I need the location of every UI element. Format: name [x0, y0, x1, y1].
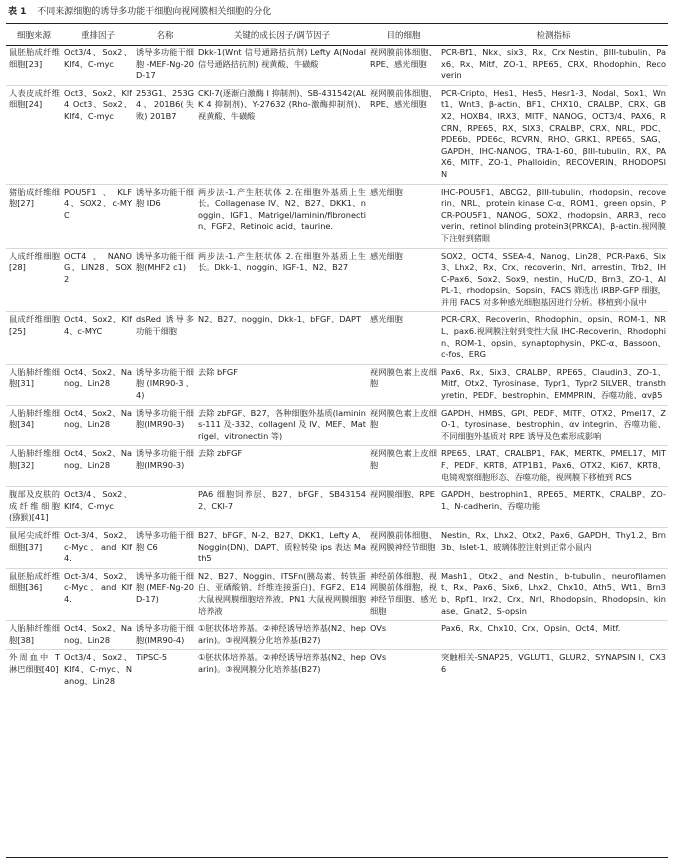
- cell-target: OVs: [370, 652, 387, 663]
- cell-markers: 突触相关-SNAP25、VGLUT1、GLUR2、SYNAPSIN I、CX36: [441, 652, 666, 674]
- cell-source: 人胎肺纤维细胞[31]: [9, 366, 60, 389]
- cell-growth-factors: ①胚状体培养基。②神经诱导培养基(N2、heparin)。③视网膜分化培养基(B27): [198, 652, 366, 674]
- table-row: [6, 568, 668, 620]
- cell-name: 诱导多功能干细胞(MEF-Ng-20D-17): [136, 570, 194, 604]
- cell-factors: Oct3/4、Sox2、Klf4、C-myc: [64, 47, 132, 69]
- cell-growth-factors: 两步法-1.产生胚状体 2.在细胞外基质上生长。Collagenase IV、N2、B27、DKK1、noggin、IGF1、Matrigel/laminin/fibronectin、FGF2、Retinoic acid、taurine.: [198, 186, 366, 232]
- cell-name: 诱导多功能干细胞(IMR90-3): [136, 448, 194, 470]
- header-cell-source: 细胞来源: [16, 30, 51, 41]
- cell-growth-factors: 两步法-1.产生胚状体 2.在细胞外基质上生长。Dkk-1、noggin、IGF-1、N2、B27: [198, 250, 366, 273]
- cell-factors: Oct4、Sox2、Nanog、Lin28: [64, 623, 132, 645]
- table-row: [6, 364, 668, 405]
- cell-markers: SOX2、OCT4、SSEA-4、Nanog、Lin28、PCR-Pax6、Six3、Lhx2、Rx、Crx、recoverin、Nrl、arrestin、Trb2、IHC-Pax6、Sox2、Sox9、nestin、HuC/D、Brn3、ZO-1、AIPL-1、rhodopsin、Sopsin、FACS 筛选出 IRBP-GFP 细胞，并用 FACS 对多种感光细胞基因进行分析。移植到小鼠中: [441, 250, 666, 307]
- table-row: [6, 487, 668, 528]
- cell-growth-factors: N2、B27、noggin、Dkk-1、bFGF、DAPT: [198, 314, 361, 325]
- cell-growth-factors: 去除 bFGF: [198, 366, 238, 377]
- cell-target: 感光细胞: [370, 314, 403, 325]
- table-row: [6, 650, 668, 690]
- cell-name: 诱导多功能干细胞 ID6: [136, 186, 194, 209]
- table-row: [6, 184, 668, 248]
- table-header-row: [6, 24, 668, 45]
- cell-growth-factors: 去除 zbFGF、B27，各种细胞外基质(laminins-111 及-332、collagenI 及 IV、MEF、Matrigel、vitronectin 等): [198, 407, 366, 441]
- cell-target: 视网膜前体细胞、RPE、感光细胞: [370, 87, 437, 110]
- cell-name: 诱导多功能干细胞 C6: [136, 529, 194, 552]
- cell-source: 人成纤维细胞[28]: [9, 250, 60, 273]
- cell-target: OVs: [370, 623, 387, 634]
- cell-target: 视网膜细胞、RPE: [370, 489, 435, 500]
- differentiation-table: [6, 24, 668, 690]
- cell-factors: Oct3、Sox2、Klf4 Oct3、Sox2、Klf4、C-myc: [64, 87, 132, 121]
- table-number: 表 1: [8, 7, 27, 17]
- cell-name: 诱导多功能干细胞(IMR90-3、4): [136, 366, 194, 401]
- cell-target: 视网膜前体细胞、视网膜神经节细胞: [370, 529, 437, 552]
- cell-target: 视网膜色素上皮细胞: [370, 448, 437, 470]
- cell-markers: Pax6、Rx、Chx10、Crx、Opsin、Oct4、Mitf.: [441, 623, 621, 634]
- cell-name: 诱导多功能干细胞(MHF2 c1): [136, 250, 194, 273]
- cell-source: 鼠胚胎成纤维细胞[36]: [9, 570, 60, 593]
- cell-factors: Oct4、Sox2、Nanog、Lin28: [64, 448, 132, 470]
- cell-markers: PCR-Cripto、Hes1、Hes5、Hesr1-3、Nodal、Sox1、Wnt1、Wnt3、β-actin、BF1、CHX10、CRALBP、CRX、GBX2、HOXB4、IRX3、MITF、NANOG、OCT3/4、PAX6、RCRN、RPE65、RX、SIX3、CRALBP、CRX、NRL、PDC、PDE6b、PDE6c、RCVRN、RHO、GRK1、RPE65、SAG、GAPDH、IHC-NANOG、TRA-1-60、βIII-tubulin、RX、PAX6、MITF、ZO-1、Phalloidin、RECOVERIN、RHODOPSIN: [441, 87, 666, 179]
- cell-source: 人胎肺纤维细胞[32]: [9, 448, 60, 470]
- table-row: [6, 446, 668, 487]
- cell-factors: Oct4、Sox2、Klf4、c-MYC: [64, 314, 132, 337]
- table-row: [6, 405, 668, 446]
- cell-growth-factors: 去除 zbFGF: [198, 448, 243, 459]
- cell-growth-factors: N2、B27、Noggin、ITSFn(胰岛素、转铁蛋白、亚硒酸钠、纤维连接蛋白)、FGF2、E14 大鼠视网膜细胞培养液、PN1 大鼠视网膜细胞培养液: [198, 570, 366, 616]
- cell-factors: Oct4、Sox2、Nanog、Lin28: [64, 366, 132, 389]
- cell-source: 腹部及皮肤的成纤维细胞(猕猴)[41]: [9, 489, 60, 523]
- cell-growth-factors: CKI-7(逐渐白激酶 I 抑制剂)、SB-431542(ALK 4 抑制剂)、Y-27632 (Rho-激酶抑制剂)、视黄酸、牛磺酸: [198, 87, 366, 121]
- cell-name: 诱导多功能干细胞-MEF-Ng-20D-17: [136, 47, 194, 81]
- table-body: [6, 45, 668, 690]
- cell-factors: Oct-3/4、Sox2、c-Myc、and Klf4.: [64, 529, 132, 564]
- cell-target: 感光细胞: [370, 186, 403, 197]
- cell-name: 253G1、253G4、201B6(失败) 201B7: [136, 87, 194, 121]
- cell-growth-factors: Dkk-1(Wnt 信号通路拮抗剂) Lefty A(Nodal 信号通路拮抗剂) 视黄酸、牛磺酸: [198, 47, 366, 69]
- cell-name: 诱导多功能干细胞(IMR90-4): [136, 623, 194, 645]
- cell-factors: Oct4、Sox2、Nanog、Lin28: [64, 407, 132, 430]
- cell-target: 视网膜色素上皮细胞: [370, 407, 437, 430]
- cell-name: [134, 487, 196, 528]
- header-cell-factors: 重排因子: [80, 30, 115, 41]
- cell-source: 人表皮成纤维细胞[24]: [9, 87, 60, 110]
- table-row: [6, 248, 668, 312]
- cell-target: 视网膜前体细胞、RPE、感光细胞: [370, 47, 437, 69]
- cell-name: TiPSC-5: [136, 652, 168, 663]
- bottom-rule: [6, 857, 668, 858]
- header-cell-target: 目的细胞: [386, 30, 421, 41]
- cell-source: 鼠胚胎成纤维细胞[23]: [9, 47, 60, 69]
- cell-source: 外周血中 T 淋巴细胞[40]: [9, 652, 60, 674]
- cell-factors: POU5F1、KLF4、SOX2、c-MYC: [64, 186, 132, 220]
- cell-factors: Oct3/4、Sox2、Klf4、C-myc、Nanog、Lin28: [64, 652, 132, 686]
- cell-factors: Oct3/4、Sox2、Klf4、C-myc: [64, 489, 132, 511]
- table-row: [6, 527, 668, 568]
- cell-name: dsRed 诱导多功能干细胞: [136, 314, 194, 337]
- cell-target: 神经前体细胞、视网膜前体细胞，视神经节细胞、感光细胞: [370, 570, 437, 616]
- cell-source: 鼠成纤维细胞[25]: [9, 314, 60, 337]
- cell-markers: GAPDH、HMBS、GPI、PEDF、MITF、OTX2、Pmel17、ZO-1、tyrosinase、bestrophin、αv integrin、吞噬功能、不同细胞外基质对 RPE 诱导及色素形成影响: [441, 407, 666, 441]
- cell-growth-factors: ①胚状体培养基。②神经诱导培养基(N2、heparin)。③视网膜分化培养基(B27): [198, 623, 366, 645]
- header-cell-name: 名称: [156, 30, 174, 41]
- cell-markers: PCR-Bf1、Nkx、six3、Rx、Crx Nestin、βIII-tubulin、Pax6、Rx、Mitf、ZO-1、RPE65、CRX、Rhodophin、Recoverin: [441, 47, 666, 81]
- cell-growth-factors: B27、bFGF、N-2、B27、DKK1、Lefty A、Noggin(DN)、DAPT、质粒转染 ips 表达 Math5: [198, 529, 366, 564]
- table-row: [6, 85, 668, 184]
- cell-source: 人胎肺纤维细胞[38]: [9, 623, 60, 645]
- table-row: [6, 45, 668, 85]
- cell-markers: Pax6、Rx、Six3、CRALBP、RPE65、Claudin3、ZO-1、Mitf、Otx2、Tyrosinase、Typr1、Typr2 SILVER、transthyretin、PEDF、bestrophin、EMMPRIN、吞噬功能、αvβ5: [441, 366, 666, 401]
- cell-growth-factors: PA6 细胞饲养层、B27、bFGF、SB431542、CKI-7: [198, 489, 366, 511]
- table-caption: [8, 6, 271, 18]
- cell-source: 人胎肺纤维细胞[34]: [9, 407, 60, 430]
- cell-source: 猪胎成纤维细胞[27]: [9, 186, 60, 209]
- cell-target: 视网膜色素上皮细胞: [370, 366, 437, 389]
- cell-markers: GAPDH、bestrophin1、RPE65、MERTK、CRALBP、ZO-1、N-cadherin、吞噬功能: [441, 489, 666, 511]
- table-row: [6, 312, 668, 364]
- cell-markers: Mash1、Otx2、and Nestin、b-tubulin、neurofilament、Rx、Pax6、Six6、Lhx2、Chx10、Ath5、Wt1、Brn3b、Rpf1、Irx2、Crx、Nrl、Rhodopsin、Rhodopsin、kinase、Gnat2、S-opsin: [441, 570, 666, 616]
- table-row: [6, 621, 668, 650]
- cell-target: 感光细胞: [370, 250, 403, 261]
- cell-markers: PCR-CRX、Recoverin、Rhodophin、opsin、ROM-1、NRL、pax6.视网膜注射到变性大鼠 IHC-Recoverin、Rhodophin、ROM-1、opsin、synaptophysin、PKC-α、Bassoon、c-fos、ERG: [441, 314, 666, 360]
- header-cell-markers: 检测指标: [536, 30, 571, 41]
- cell-name: 诱导多功能干细胞(IMR90-3): [136, 407, 194, 430]
- cell-markers: IHC-POU5F1、ABCG2、βIII-tubulin、rhodopsin、recoverin、NRL、protein kinase C-α、ROM1、green opsin、PCR-POU5F1、NANOG、SOX2、rhodopsin、ARR3、recoverin、retinol blinding protein3(PRKCA)、β-actin.视网膜下注射到猪眼: [441, 186, 666, 243]
- cell-factors: OCT4、NANOG、LIN28、SOX2: [64, 250, 132, 284]
- cell-factors: Oct-3/4、Sox2、c-Myc、and Klf4.: [64, 570, 132, 604]
- header-cell-growth-factors: 关键的成长因子/调节因子: [233, 30, 331, 41]
- table-title: 不同来源细胞的诱导多功能干细胞向视网膜相关细胞的分化: [37, 7, 272, 17]
- cell-markers: Nestin、Rx、Lhx2、Otx2、Pax6、GAPDH、Thy1.2、Brn3b、Islet-1、玻璃体腔注射到正常小鼠内: [441, 529, 666, 552]
- cell-markers: RPE65、LRAT、CRALBP1、FAK、MERTK、PMEL17、MITF、PEDF、KRT8、ATP1B1、Pax6、OTX2、Ki67、KRT8、电镜观察细胞形态、吞噬功能，视网膜下移植到 RCS: [441, 448, 666, 482]
- cell-source: 鼠尾尖成纤维细胞[37]: [9, 529, 60, 552]
